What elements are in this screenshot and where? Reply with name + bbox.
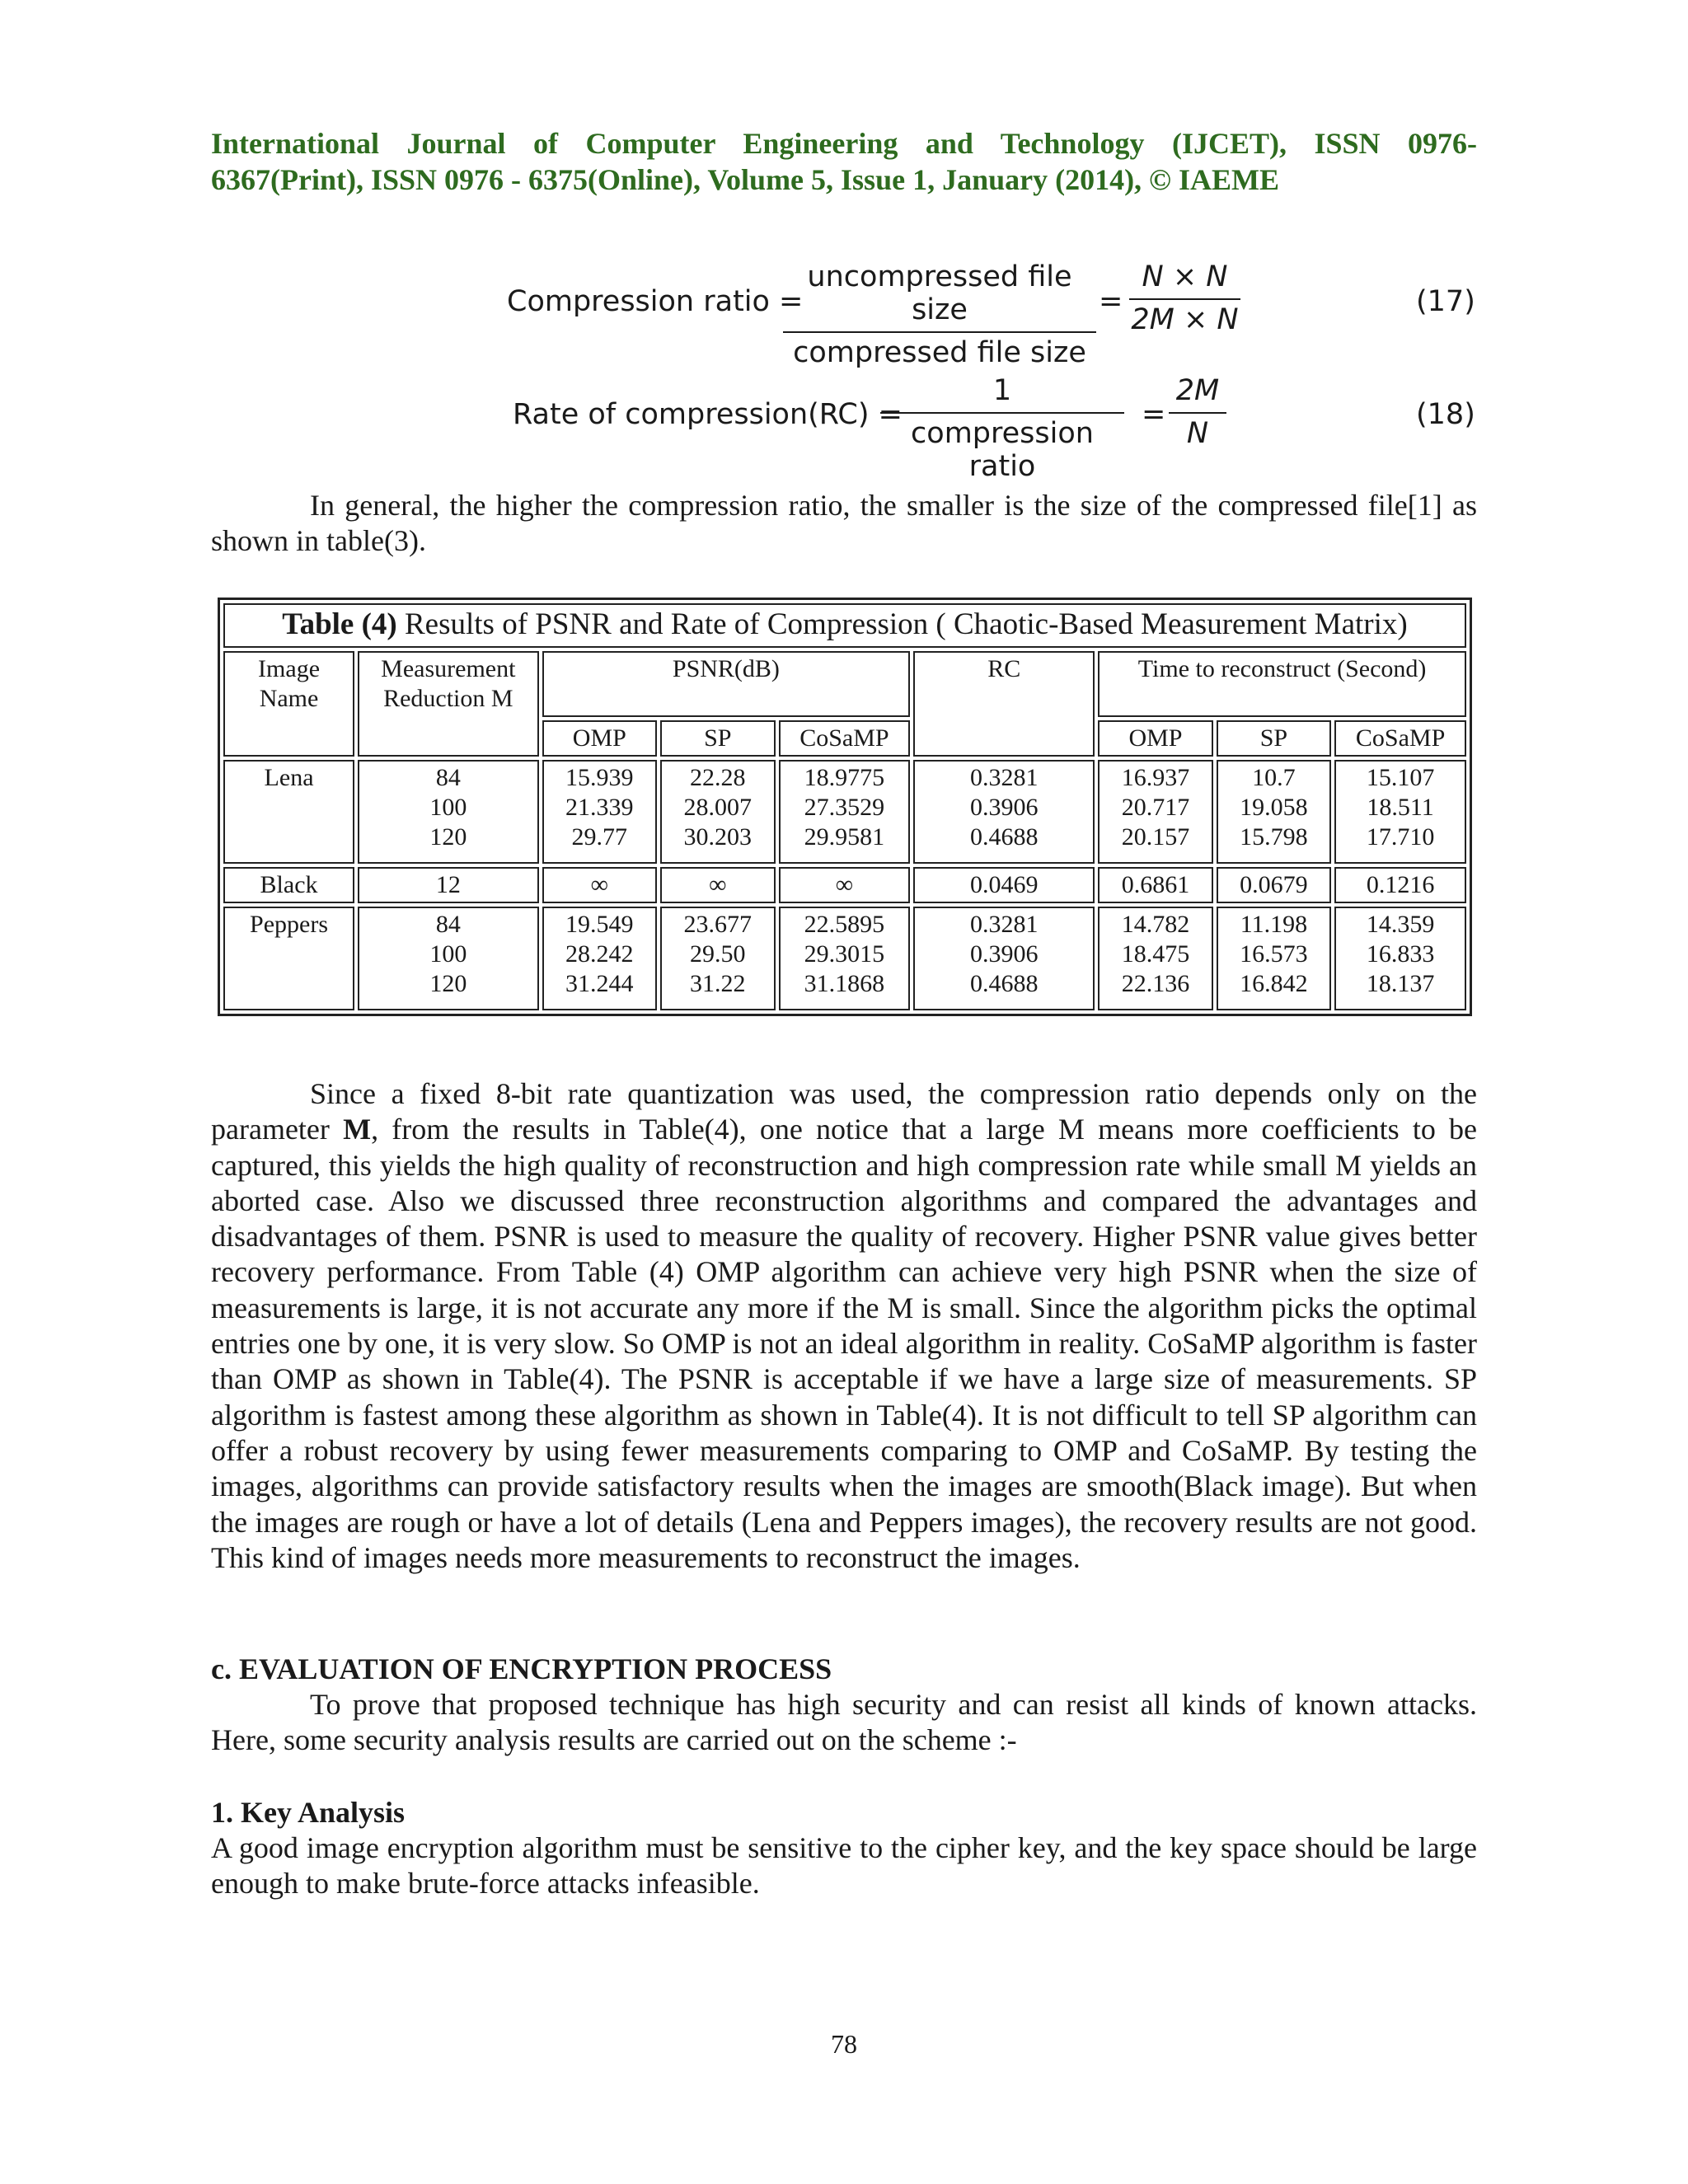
header-time-omp: OMP <box>1098 720 1212 757</box>
cell-rc: 0.3281 0.3906 0.4688 <box>913 907 1095 1010</box>
table-title-label: Table (4) <box>282 607 397 641</box>
paragraph-discussion-bold-m: M <box>343 1113 372 1146</box>
eq18-number: (18) <box>1416 398 1475 431</box>
results-table <box>218 598 1472 1016</box>
cell-psnr-omp: 19.549 28.242 31.244 <box>542 907 657 1010</box>
eq17-fraction-1 <box>783 260 1096 369</box>
cell-m: 84 100 120 <box>358 760 539 864</box>
eq17-equals: = <box>1099 285 1123 318</box>
cell-time-omp: 0.6861 <box>1098 867 1212 903</box>
cell-psnr-omp: 15.939 21.339 29.77 <box>542 760 657 864</box>
eq17-denominator-2: 2M × N <box>1131 303 1239 336</box>
table-title <box>223 603 1466 648</box>
cell-time-cosamp: 15.107 18.511 17.710 <box>1334 760 1466 864</box>
eq18-lhs: Rate of compression(RC) = <box>513 398 903 431</box>
section-c-heading: c. EVALUATION OF ENCRYPTION PROCESS <box>211 1652 832 1685</box>
eq18-equals: = <box>1142 398 1166 431</box>
cell-rc: 0.3281 0.3906 0.4688 <box>913 760 1095 864</box>
section-1-heading: 1. Key Analysis <box>211 1796 406 1829</box>
journal-header <box>211 125 1477 198</box>
journal-header-line1: International Journal of Computer Engineering and Technology (IJCET), ISSN 0976- <box>211 127 1477 160</box>
section-1-text: A good image encryption algorithm must be sensitive to the cipher key, and the key space should be large enough to make brute-force attacks infeasible. <box>211 1831 1477 1900</box>
paragraph-intro <box>211 488 1477 560</box>
header-measurement: Measurement Reduction M <box>358 651 539 757</box>
eq17-numerator-2: N × N <box>1129 260 1240 300</box>
table-row-black <box>223 867 1466 903</box>
eq18-fraction-2 <box>1169 374 1226 450</box>
header-psnr-sp: SP <box>660 720 775 757</box>
section-c-text <box>211 1687 1477 1759</box>
cell-time-omp: 16.937 20.717 20.157 <box>1098 760 1212 864</box>
cell-time-cosamp: 14.359 16.833 18.137 <box>1334 907 1466 1010</box>
paragraph-discussion <box>211 1076 1477 1576</box>
cell-psnr-cosamp: 22.5895 29.3015 31.1868 <box>779 907 911 1010</box>
page-number: 78 <box>831 2029 857 2059</box>
cell-image-name: Lena <box>223 760 354 864</box>
cell-time-cosamp: 0.1216 <box>1334 867 1466 903</box>
table-title-text: Results of PSNR and Rate of Compression ( Chaotic-Based Measurement Matrix) <box>396 607 1408 641</box>
eq17-lhs: Compression ratio = <box>507 285 804 318</box>
journal-header-line2: 6367(Print), ISSN 0976 - 6375(Online), Volume 5, Issue 1, January (2014), © IAEME <box>211 163 1279 196</box>
paragraph-discussion-part2: , from the results in Table(4), one notice that a large M means more coefficients to be captured, this yields the high quality of reconstruction and high compression rate while small M yields an aborted case. Also we discussed three reconstruction algorithms and compared the advantages and disadvantages of them. PSNR is used to measure the quality of recovery. Higher PSNR value gives better recovery performance. From Table (4) OMP algorithm can achieve very high PSNR when the size of measurements is large, it is not accurate any more if the M is small. Since the algorithm picks the optimal entries one by one, it is very slow. So OMP is not an ideal algorithm in reality. CoSaMP algorithm is faster than OMP as shown in Table(4). The PSNR is acceptable if we have a large size of measurements. SP algorithm is fastest among these algorithm as shown in Table(4). It is not difficult to tell SP algorithm can offer a robust recovery by using fewer measurements comparing to OMP and CoSaMP. By testing the images, algorithms can provide satisfactory results when the images are smooth(Black image). But when the images are rough or have a lot of details (Lena and Peppers images), the recovery results are not good. This kind of images needs more measurements to reconstruct the images. <box>211 1113 1477 1574</box>
cell-m: 12 <box>358 867 539 903</box>
cell-psnr-sp: ∞ <box>660 867 775 903</box>
eq17-fraction-2 <box>1129 260 1240 336</box>
paragraph-intro-text: In general, the higher the compression ratio, the smaller is the size of the compressed file[1] as shown in table(3). <box>211 489 1477 558</box>
eq17-number: (17) <box>1416 285 1475 318</box>
cell-m: 84 100 120 <box>358 907 539 1010</box>
eq17-denominator-1: compressed file size <box>793 336 1086 369</box>
section-c-body: To prove that proposed technique has high security and can resist all kinds of known attacks. Here, some security analysis results are carried out on the scheme :- <box>211 1688 1477 1757</box>
header-time-sp: SP <box>1217 720 1331 757</box>
eq18-denominator-1: compression ratio <box>911 417 1094 483</box>
cell-psnr-sp: 22.28 28.007 30.203 <box>660 760 775 864</box>
header-psnr: PSNR(dB) <box>542 651 911 717</box>
eq18-numerator-2: 2M <box>1169 374 1226 414</box>
cell-rc: 0.0469 <box>913 867 1095 903</box>
eq17-numerator-1: uncompressed file size <box>783 260 1096 333</box>
cell-psnr-omp: ∞ <box>542 867 657 903</box>
header-rc: RC <box>913 651 1095 757</box>
header-time-cosamp: CoSaMP <box>1334 720 1466 757</box>
cell-psnr-cosamp: ∞ <box>779 867 911 903</box>
cell-time-sp: 10.7 19.058 15.798 <box>1217 760 1331 864</box>
paragraph-discussion-part1: Since a fixed 8-bit rate quantization was used, the compression ratio depends only on the parameter <box>211 1077 1477 1146</box>
header-psnr-cosamp: CoSaMP <box>779 720 911 757</box>
cell-time-sp: 11.198 16.573 16.842 <box>1217 907 1331 1010</box>
cell-image-name: Peppers <box>223 907 354 1010</box>
cell-time-sp: 0.0679 <box>1217 867 1331 903</box>
header-time: Time to reconstruct (Second) <box>1098 651 1466 717</box>
table-row-peppers <box>223 907 1466 1010</box>
header-image-name: Image Name <box>223 651 354 757</box>
cell-psnr-cosamp: 18.9775 27.3529 29.9581 <box>779 760 911 864</box>
table-row-lena <box>223 760 1466 864</box>
cell-image-name: Black <box>223 867 354 903</box>
cell-psnr-sp: 23.677 29.50 31.22 <box>660 907 775 1010</box>
cell-time-omp: 14.782 18.475 22.136 <box>1098 907 1212 1010</box>
eq18-numerator-1: 1 <box>880 374 1124 414</box>
header-psnr-omp: OMP <box>542 720 657 757</box>
eq18-fraction-1 <box>880 374 1124 483</box>
eq18-denominator-2: N <box>1186 417 1209 450</box>
